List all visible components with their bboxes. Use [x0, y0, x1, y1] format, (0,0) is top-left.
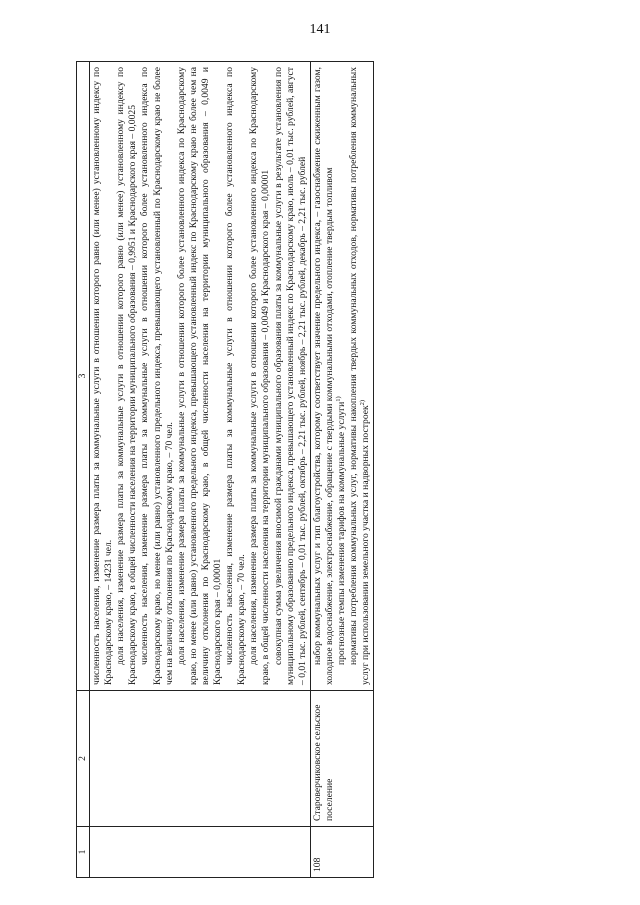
document-table: [76, 61, 374, 878]
footnote-marker: 2): [358, 399, 366, 406]
row-number: 108: [310, 827, 373, 878]
settlement-cell: [90, 691, 311, 827]
paragraph-text: нормативы потребления коммунальных услуг, нормативы накопления твердых коммунальных отходов, нормативы потребления коммунальных услуг при использовании земельного участка и надворных построек: [348, 67, 372, 685]
paragraph-text: набор коммунальных услуг и тип благоустройства, которому соответствует значение предельного индекса, – газоснабжение сжиженным газом, холодное водоснабжение, электроснабжение, обращение с твердыми коммунальными отходами, отопление твердым топливом: [311, 67, 335, 685]
row-number-cell: [90, 827, 311, 878]
settlement-name: Староверчиковское сельское поселение: [310, 691, 373, 827]
table-row-continuation: [90, 62, 311, 878]
indicator-paragraph: [312, 67, 336, 685]
indicator-cell: [310, 62, 373, 691]
table-header-row: [77, 62, 90, 878]
indicator-paragraph: численность населения, изменение размера платы за коммунальные услуги в отношении которого более установленного индекса по Краснодарскому краю, но менее (или равно) установленного предельного индекса, превышающего установленный по Краснодарскому краю не более чем на величину отклонения по Краснодарскому краю, – 70 чел.: [139, 67, 175, 685]
header-cell-1: 1: [77, 827, 90, 878]
rotated-table-container: [76, 62, 568, 878]
indicator-cell: [90, 62, 311, 691]
indicator-paragraph: численность населения, изменение размера платы за коммунальные услуги в отношении которого равно (или менее) установленному индексу по Краснодарскому краю, – 14231 чел.: [91, 67, 115, 685]
paragraph-text: прогнозные темпы изменения тарифов на коммунальные услуги: [335, 401, 347, 665]
indicator-paragraph: [348, 67, 372, 685]
indicator-paragraph: численность населения, изменение размера платы за коммунальные услуги в отношении которого более установленного индекса по Краснодарскому краю, – 70 чел.: [224, 67, 248, 685]
footnote-marker: 1): [334, 396, 342, 402]
indicator-paragraph: доля населения, изменение размера платы за коммунальные услуги в отношении которого более установленного индекса по Краснодарскому краю, в общей численности населения на территории муниципального образования – 0,0049 и Краснодарского края – 0,00001: [248, 67, 272, 685]
indicator-paragraph: совокупная сумма увеличения вносимой гражданами муниципального образования платы за коммунальные услуги в результате установления по муниципальному образованию предельного индекса, превышающего установленный индекс по Краснодарскому краю, июль – 0,01 тыс. рублей, август – 0,01 тыс. рублей, сентябрь – 0,01 тыс. рублей, октябрь – 2,21 тыс. рублей, ноябрь – 2,21 тыс. рублей, декабрь – 2,21 тыс. рублей: [272, 67, 308, 685]
indicator-paragraph: [336, 67, 348, 685]
header-cell-3: 3: [77, 62, 90, 691]
indicator-paragraph: доля населения, изменение размера платы за коммунальные услуги в отношении которого более установленного индекса по Краснодарскому краю, но менее (или равно) установленного предельного индекса, превышающего установленный индекс по Краснодарскому краю не более чем на величину отклонения по Краснодарскому краю, в общей численности населения на территории муниципального образования – 0,0049 и Краснодарского края – 0,00001: [175, 67, 224, 685]
indicator-paragraph: доля населения, изменение размера платы за коммунальные услуги в отношении которого равно (или менее) установленному индексу по Краснодарскому краю, в общей численности населения на территории муниципального образования – 0,9951 и Краснодарского края – 0,0025: [115, 67, 139, 685]
page-number: 141: [309, 22, 331, 37]
header-cell-2: 2: [77, 691, 90, 827]
table-row-108: [310, 62, 373, 878]
